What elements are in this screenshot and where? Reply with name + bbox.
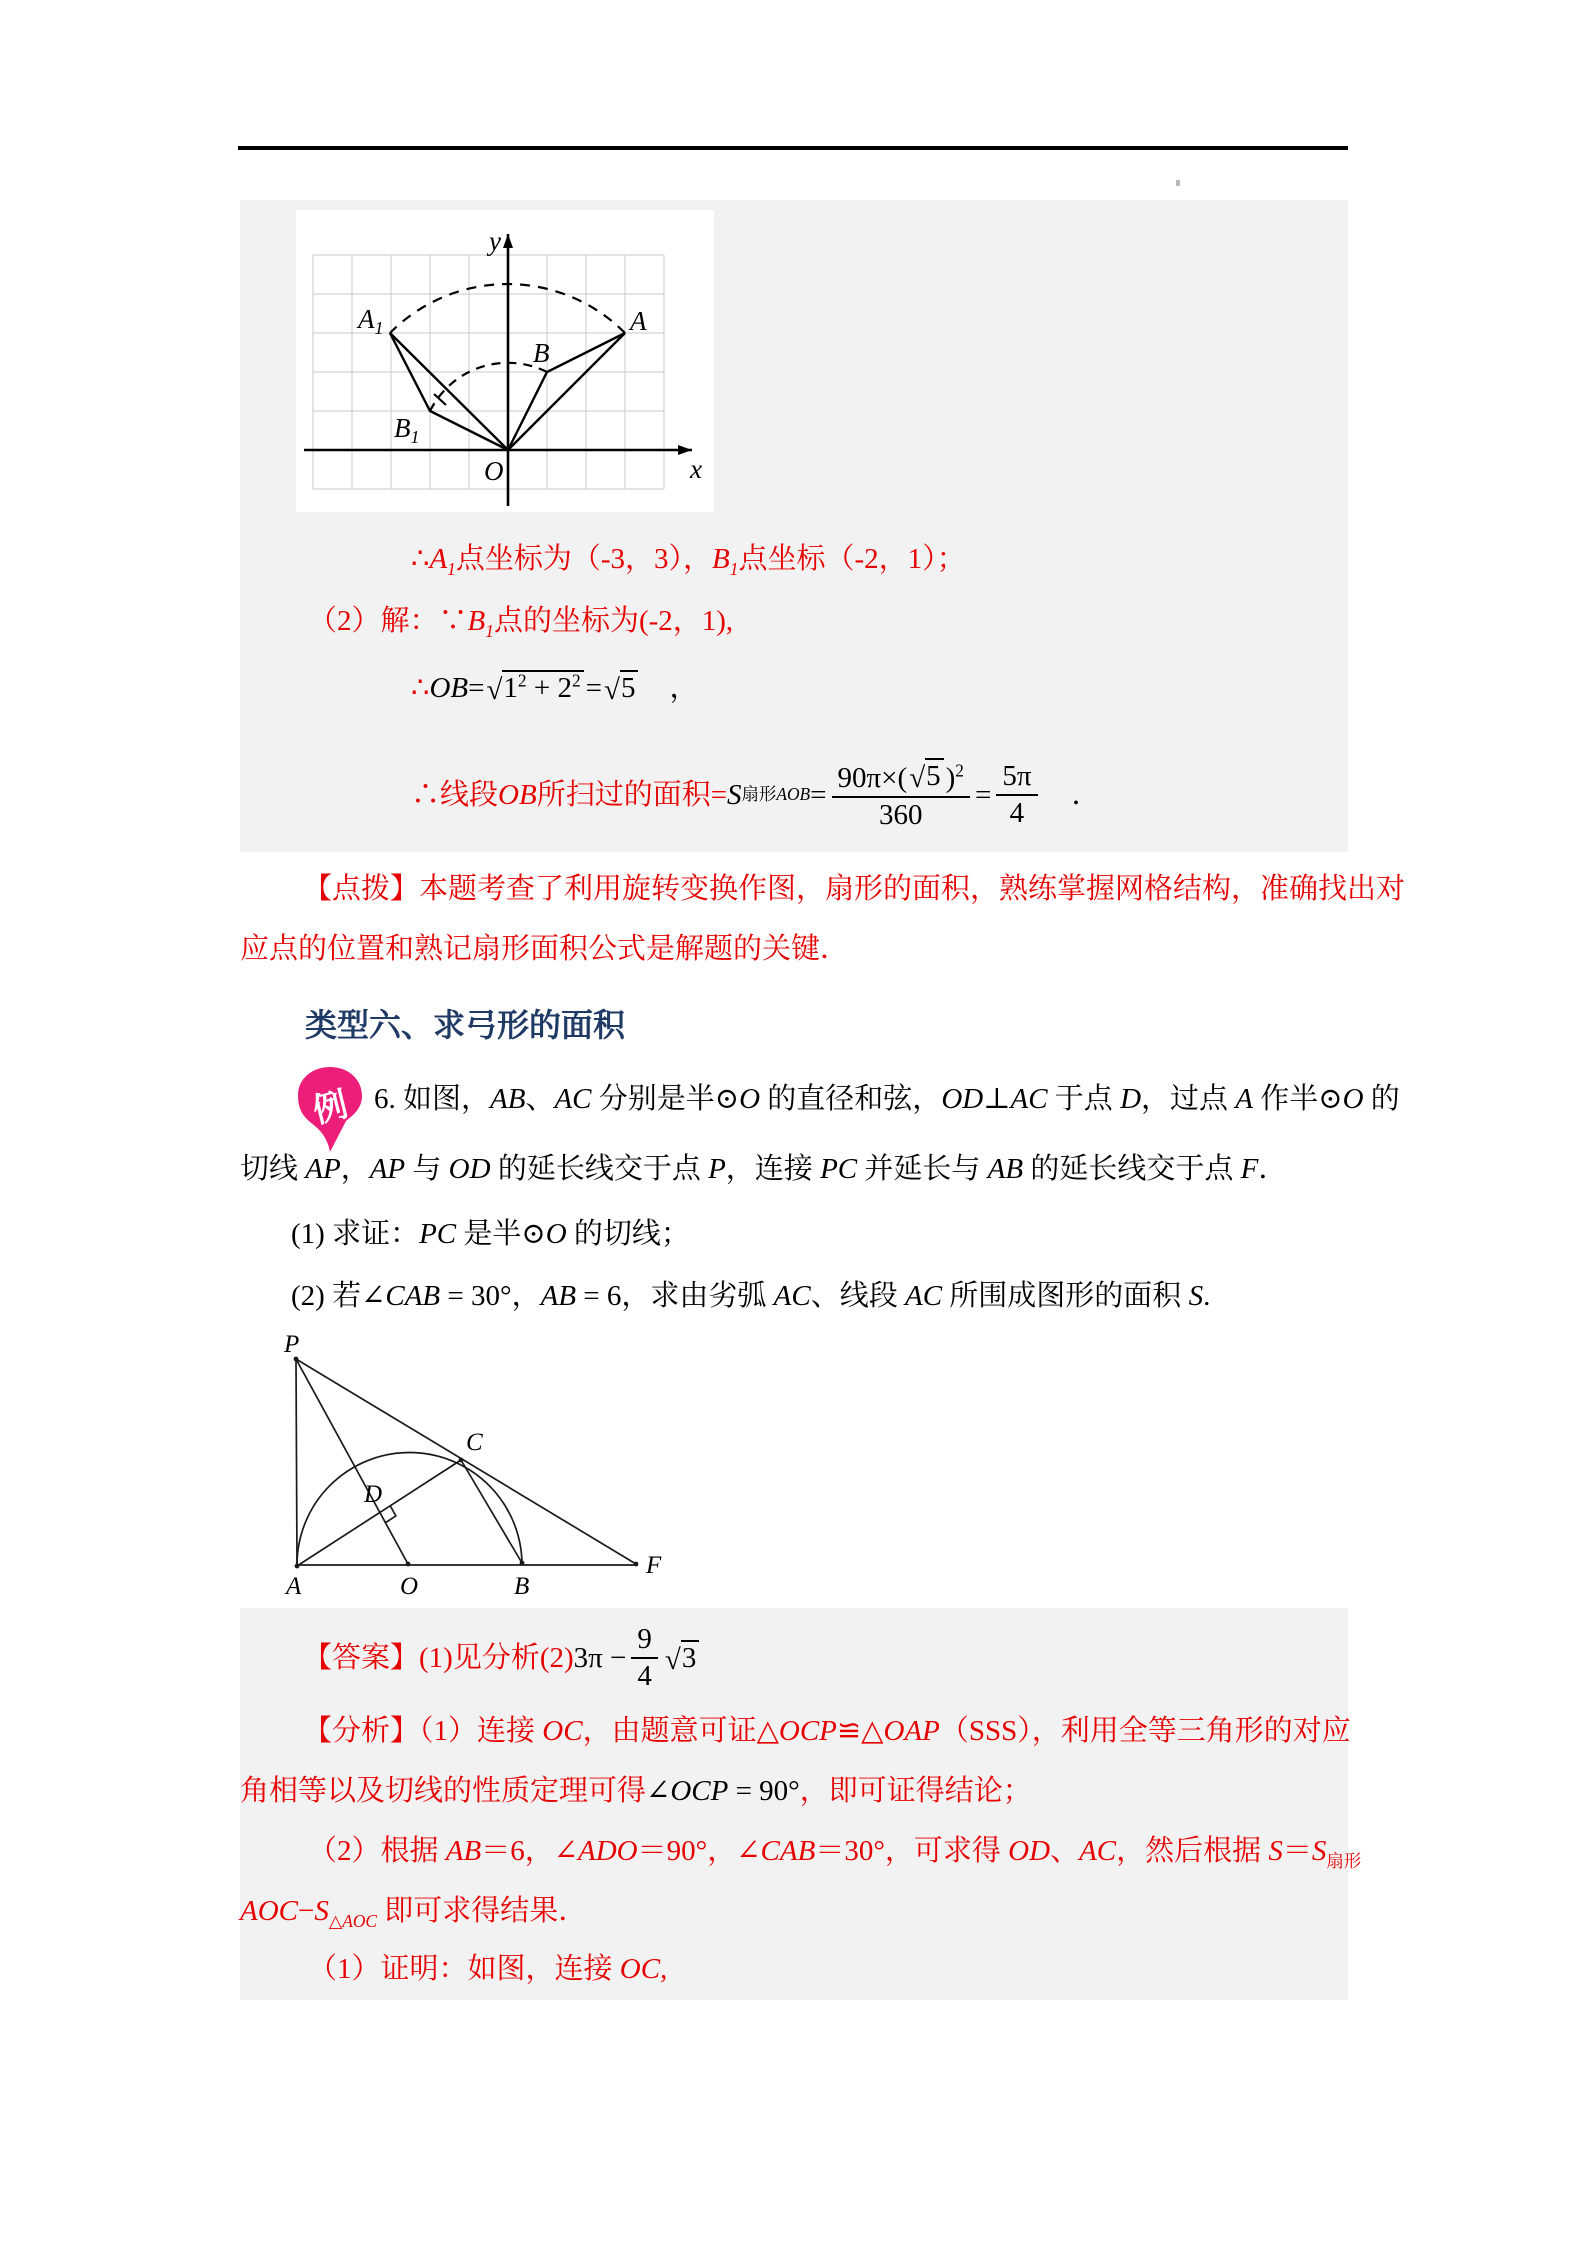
proof-line-1: （1）证明：如图，连接 OC, xyxy=(308,1953,668,1985)
figure-lines xyxy=(296,1359,638,1566)
solution-box-rotation xyxy=(240,200,1348,852)
analysis-line-3: （2）根据 AB＝6，∠ADO＝90°，∠CAB＝30°，可求得 OD、AC，然后根据 $S=S_{扇形}$ xyxy=(308,1835,1362,1871)
label-O: O xyxy=(400,1573,419,1600)
triangle-OAB xyxy=(508,333,625,450)
label-C: C xyxy=(466,1429,483,1456)
inner-rotation-arc xyxy=(430,363,547,411)
header-rule xyxy=(238,146,1348,150)
line-CB xyxy=(461,1460,522,1563)
point-B-label: B xyxy=(533,338,550,368)
label-P: P xyxy=(284,1332,300,1358)
figure-rotation-panel xyxy=(296,210,714,512)
label-F: F xyxy=(646,1552,662,1579)
y-axis-label: y xyxy=(489,226,501,256)
problem-line-1: 6. 如图，AB、AC 分别是半⊙O 的直径和弦，OD⊥AC 于点 D，过点 A 作半⊙O 的 xyxy=(374,1083,1400,1115)
label-D: D xyxy=(364,1481,383,1508)
answer-box xyxy=(240,1608,1362,2000)
hint-line-2: 应点的位置和熟记扇形面积公式是解题的关键． xyxy=(240,933,850,965)
label-A: A xyxy=(286,1573,302,1600)
solution-line-coordinates: $\therefore A_1$点坐标为（-3，3），$B_1$点坐标（-2，1）； xyxy=(411,543,966,579)
analysis-line-4: $AOC-S_{\triangle AOC}$ 即可求得结果． xyxy=(240,1895,588,1931)
point-B1-label: $B_1$ xyxy=(394,413,420,447)
problem-line-2: 切线 AP，AP 与 OD 的延长线交于点 P，连接 PC 并延长与 AB 的延长线交于点 F． xyxy=(240,1153,1288,1185)
example-badge-char: 例 xyxy=(309,1085,352,1131)
hint-line-1: 【点拨】本题考查了利用旋转变换作图，扇形的面积，熟练掌握网格结构，准确找出对 xyxy=(303,873,1406,905)
example-badge xyxy=(296,1066,366,1156)
problem-item-2: (2) 若∠CAB = 30°，AB = 6，求由劣弧 AC、线段 AC 所围成图形的面积 S. xyxy=(291,1280,1211,1312)
line-AP xyxy=(296,1359,297,1566)
point-A-label: A xyxy=(630,306,647,336)
analysis-line-1: 【分析】（1）连接 OC，由题意可证△OCP≌△OAP（SSS），利用全等三角形的对应 xyxy=(303,1715,1351,1747)
y-axis-arrow xyxy=(503,234,513,248)
solution-line-part2: （2）解：$\because B_1$点的坐标为(-2，1), xyxy=(308,605,734,641)
analysis-line-2: 角相等以及切线的性质定理可得∠OCP = 90°，即可证得结论； xyxy=(240,1775,1032,1807)
solution-line-sector-area: ∴线段 OB 所扫过的面积= S 扇形 AOB = 90π×( √ 5 )$^2$ 360 = $\frac{5\pi}{4}$ ． xyxy=(411,759,1101,831)
problem-item-1: (1) 求证：PC 是半⊙O 的切线； xyxy=(291,1218,690,1250)
stray-mark xyxy=(1176,180,1180,186)
origin-label: O xyxy=(484,456,504,486)
x-axis-label: x xyxy=(690,454,702,484)
line-PO xyxy=(296,1359,408,1564)
line-AC xyxy=(297,1460,461,1566)
answer-line: 【答案】(1)见分析(2) 3π − $\frac{9}{4}$ √ 3 xyxy=(303,1616,701,1700)
semicircle xyxy=(297,1453,522,1566)
label-B: B xyxy=(514,1573,530,1600)
section-heading: 类型六、求弓形的面积 xyxy=(305,1007,626,1043)
point-A1-label: $A_1$ xyxy=(358,304,384,338)
grid-lines xyxy=(313,255,664,489)
rotation-grid-figure xyxy=(296,210,714,512)
circle-tangent-figure xyxy=(240,1332,700,1617)
solution-line-ob: ∴ OB = √ $1^2 + 2^2$ = √ 5 ， xyxy=(411,670,699,707)
